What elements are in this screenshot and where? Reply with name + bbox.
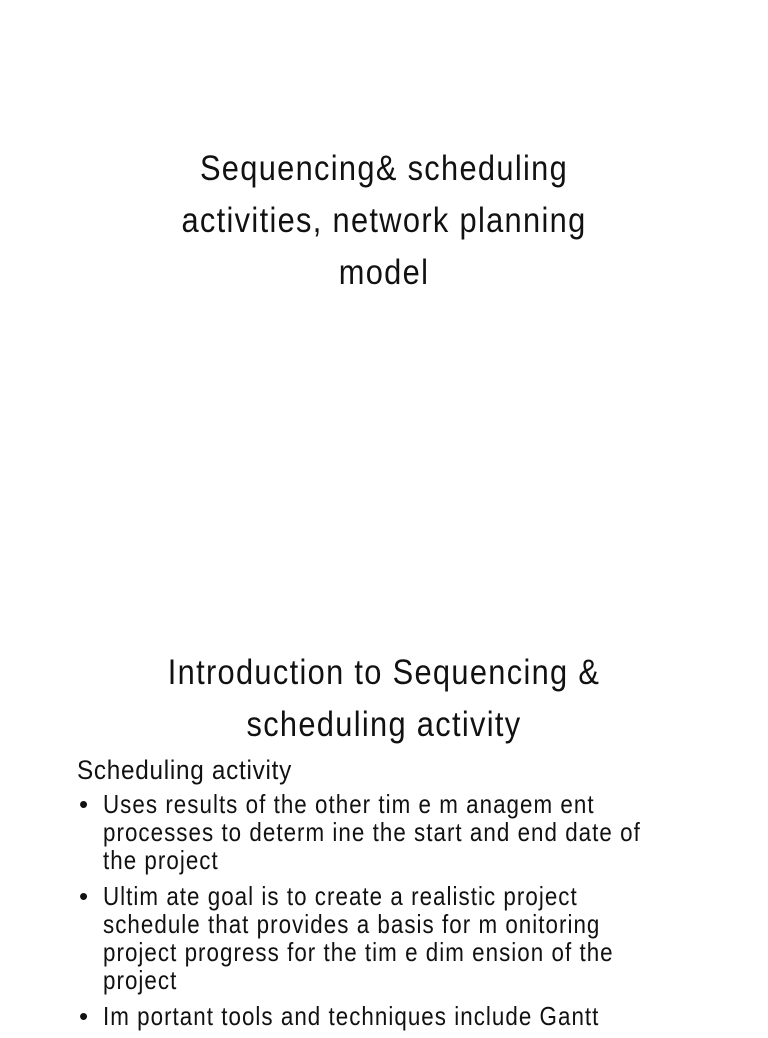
bullet-list [77,790,717,1038]
slide-1-title-line: model [338,253,430,292]
bullet-line: the project [103,845,219,875]
bullet-line: schedule that provides a basis for m onitoring [103,909,601,939]
bullet-line: Uses results of the other tim e m anagem ent [103,789,595,819]
slide-2-title-line: scheduling activity [246,705,522,744]
slide-1-title [46,143,722,299]
slide-2-title-line: Introduction to Sequencing & [167,653,601,692]
bullet-item [77,790,717,874]
section-heading: Scheduling activity [77,755,292,785]
slide-1-title-line: Sequencing& scheduling [199,149,569,188]
bullet-line: project [103,965,178,995]
bullet-line: Im portant tools and techniques include Gantt [103,1001,600,1031]
slide-2-title [46,647,722,751]
bullet-icon: • [79,789,89,819]
slide-1-title-line: activities, network planning [181,201,587,240]
bullet-line: project progress for the tim e dim ension of the [103,937,614,967]
bullet-line: processes to determ ine the start and end date of [103,817,641,847]
bullet-line: Ultim ate goal is to create a realistic project [103,881,578,911]
bullet-icon: • [79,881,89,911]
bullet-item [77,882,717,994]
bullet-icon: • [79,1001,89,1031]
bullet-item [77,1002,717,1030]
